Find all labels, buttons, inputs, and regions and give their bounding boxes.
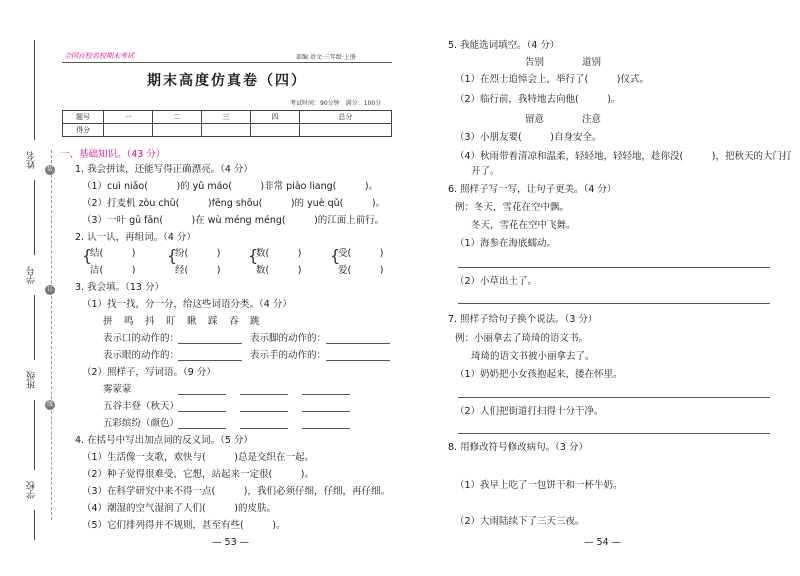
section-heading: 一、基础知识。（43 分） — [60, 149, 166, 160]
question-3-2: （2）照样子，写词语。（9 分） — [82, 367, 216, 378]
score-header-cell: 三 — [202, 111, 251, 124]
question-7: 7. 照样子给句子换个说法。（3 分） — [448, 314, 598, 325]
question-1: 1. 我会拼读，还能写得正确漂亮。（4 分） — [75, 164, 253, 175]
score-cell[interactable] — [153, 124, 202, 137]
answer-line[interactable] — [458, 267, 770, 268]
question-1-1: （1）cuì niǎo( )的 yǔ máo( )非常 piào liang( )。 — [82, 181, 379, 192]
question-1-2: （2）打麦机 zòu chū( )fēng shōu( )的 yuè qǔ( )。 — [82, 198, 386, 209]
answer-line[interactable] — [240, 394, 288, 395]
score-row-label: 得分 — [63, 124, 104, 137]
answer-line[interactable] — [302, 428, 350, 429]
question-5-4-cont: 开了。 — [471, 166, 500, 177]
score-header-cell: 二 — [153, 111, 202, 124]
example-word: 五谷丰登（秋天） — [103, 401, 180, 412]
char-group-item: 结( ) — [90, 248, 136, 259]
question-6-2: （2）小草出土了。 — [455, 276, 538, 287]
question-1-3: （3）一叶 gū fān( )在 wù méng méng( )的江面上前行。 — [82, 215, 385, 226]
char-group-item: 洁( ) — [90, 265, 136, 276]
page-number-left: — 53 — — [212, 537, 250, 548]
name-label: 姓名 — [25, 140, 43, 180]
example-sentence: 例：小丽拿去了琦琦的语文书。 — [455, 333, 589, 344]
char-group-item: 爱( ) — [338, 265, 384, 276]
question-7-1: （1）奶奶把小女孩抱起来，搂在怀里。 — [455, 369, 623, 380]
answer-line[interactable] — [178, 360, 242, 361]
answer-line[interactable] — [240, 411, 288, 412]
question-5-1: （1）在烈士追悼会上，举行了( )仪式。 — [455, 74, 649, 85]
char-group-item: 数( ) — [256, 248, 302, 259]
char-group-item: 经( ) — [175, 265, 221, 276]
char-group-item: 数( ) — [256, 265, 302, 276]
question-6: 6. 照样子写一写，让句子更美。（4 分） — [448, 184, 617, 195]
example-word: 雾蒙蒙 — [103, 384, 132, 395]
word-choice-row: 留意 注意 — [525, 114, 602, 125]
char-group-item: 受( ) — [338, 248, 384, 259]
question-4-3: （3）在科学研究中来不得一点( )，我们必须仔细，仔细，再仔细。 — [82, 486, 390, 497]
edition-label: 部编 语文·三年级·上册 — [296, 54, 356, 61]
school-label: 学校 — [25, 470, 43, 510]
score-header-cell: 一 — [104, 111, 153, 124]
question-5-2: （2）临行前，我特地去向他( )。 — [455, 94, 621, 105]
question-4-4: （4）潮湿的空气湿润了人们( )的皮肤。 — [82, 503, 276, 514]
answer-line[interactable] — [458, 303, 770, 304]
question-3-1: （1）找一找，分一分，给这些词语分类。（4 分） — [82, 299, 292, 310]
question-4-2: （2）种子觉得很难受，它想，站起来一定很( )。 — [82, 469, 314, 480]
seal-dashed-line — [51, 150, 52, 520]
word-choice-row: 告别 道别 — [525, 57, 602, 68]
seal-dot-1: 装 — [46, 166, 53, 173]
answer-line[interactable] — [302, 411, 350, 412]
score-header-cell: 四 — [251, 111, 300, 124]
class-label: 班级 — [25, 360, 43, 400]
student-number-label: 学号 — [25, 255, 43, 295]
answer-line[interactable] — [458, 433, 770, 434]
example-sentence: 冬天，雪花在空中飞舞。 — [471, 220, 576, 231]
answer-line[interactable] — [326, 343, 390, 344]
word-bank: 拼 鸣 抖 盯 瞅 踩 吞 跳 — [103, 316, 261, 327]
category-hand-label: 表示手的动作的： — [250, 350, 327, 361]
category-eye-label: 表示眼的动作的： — [103, 350, 180, 361]
score-cell[interactable] — [300, 124, 392, 137]
example-sentence: 琦琦的语文书被小丽拿去了。 — [471, 351, 595, 362]
question-4: 4. 在括号中写出加点词的反义词。（5 分） — [75, 435, 253, 446]
answer-line[interactable] — [178, 394, 226, 395]
question-5-4: （4）秋雨带着清凉和温柔，轻轻地，轻轻地，趁你没( )，把秋天的大门打 — [455, 151, 792, 162]
question-7-2: （2）人们把街道打扫得十分干净。 — [455, 406, 604, 417]
question-5-3: （3）小朋友要( )自身安全。 — [455, 132, 602, 143]
question-8-1: （1）我早上吃了一包饼干和一杯牛奶。 — [455, 480, 623, 491]
question-2: 2. 认一认，再组词。（4 分） — [75, 232, 196, 243]
category-foot-label: 表示脚的动作的： — [250, 333, 327, 344]
example-word: 五彩缤纷（颜色） — [103, 418, 180, 429]
seal-dot-3: 线 — [46, 401, 53, 408]
question-8-2: （2）大雨陆续下了三天三夜。 — [455, 516, 585, 527]
score-cell[interactable] — [104, 124, 153, 137]
answer-line[interactable] — [302, 394, 350, 395]
answer-line[interactable] — [458, 397, 770, 398]
question-6-1: （1）海参在海底蠕动。 — [455, 238, 557, 249]
page-title: 期末高度仿真卷（四） — [147, 73, 307, 89]
series-banner: 全国百校名校期末考试 — [64, 52, 134, 60]
exam-info: 考试时间：90分钟 满分：100分 — [290, 100, 382, 107]
question-3: 3. 我会填。（13 分） — [75, 282, 164, 293]
question-8: 8. 用修改符号修改病句。（3 分） — [448, 442, 588, 453]
answer-line[interactable] — [240, 428, 288, 429]
score-header-cell: 题号 — [63, 111, 104, 124]
example-sentence: 例：冬天，雪花在空中飘。 — [455, 202, 570, 213]
brace-glyph: { — [248, 246, 259, 265]
score-cell[interactable] — [202, 124, 251, 137]
brace-glyph: { — [167, 246, 178, 265]
brace-glyph: { — [330, 246, 341, 265]
answer-line[interactable] — [178, 428, 226, 429]
score-header-cell: 总分 — [300, 111, 392, 124]
answer-line[interactable] — [178, 411, 226, 412]
question-4-5: （5）它们排列得并不规则，甚至有些( )。 — [82, 520, 286, 531]
brace-glyph: { — [82, 246, 93, 265]
question-5: 5. 我能选词填空。（4 分） — [448, 40, 560, 51]
header-rule — [62, 62, 392, 63]
page-number-right: — 54 — — [584, 537, 622, 548]
score-table — [62, 110, 392, 137]
answer-line[interactable] — [326, 360, 390, 361]
char-group-item: 纷( ) — [175, 248, 221, 259]
category-mouth-label: 表示口的动作的： — [103, 333, 180, 344]
answer-line[interactable] — [178, 343, 242, 344]
score-cell[interactable] — [251, 124, 300, 137]
question-4-1: （1）生活像一支歌，欢快与( )总是交织在一起。 — [82, 452, 314, 463]
seal-dot-2: 订 — [46, 286, 53, 293]
